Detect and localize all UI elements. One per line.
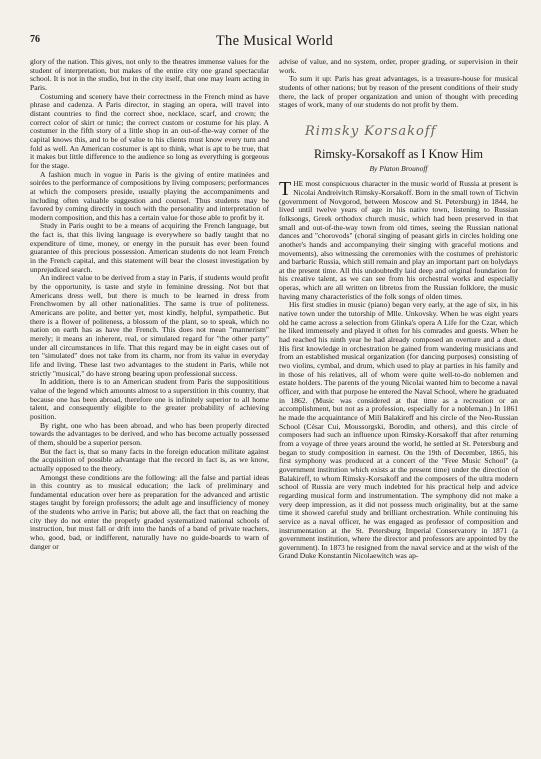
running-title: The Musical World	[215, 33, 334, 49]
paragraph: But the fact is, that so many facts in the foreign education militate against the acquisition of possible advantage that the record in fact is, as we know, actually opposed to the theory.	[30, 446, 269, 473]
paragraph: advise of value, and no system, order, proper grading, or supervision in their work.	[279, 57, 518, 75]
paragraph: By right, one who has been abroad, and who has been properly directed towards the advantages to be derived, and who has become actually possessed of them, should be a superior person.	[30, 420, 269, 447]
paragraph: An indirect value to be derived from a stay in Paris, if students would profit by the opportunity, is taste and style in feminine dressing. Not but that Americans dress well, but there is much to be learned in dress from Frenchwomen by all other nationalities. The same is true of politeness. Americans are polite, and better yet, most kindly, helpful, sympathetic. But there is a flower of politeness, a blossom of the plant, so to speak, which no nation on earth has as have the French. This does not mean "mannerism" merely; it means an inherent, real, or simulated regard for "the other party" under all circumstances in life. That this regard may be in eight cases out of ten "simulated" does not take from its charm, nor from its value in everyday life and living. These last two advantages to the student in Paris, while not strictly "musical," do have strong bearing upon professional success.	[30, 273, 269, 378]
drop-cap: T	[279, 178, 292, 201]
paragraph: Study in Paris ought to be a means of acquiring the French language, but the fact is, that this living language is everywhere so badly taught that no expenditure of time, money, or energy in the pursuit has ever been found guarantee of this precious possession. American students do not learn French in the French capital, and this statement will bear the closest investigation by unprejudiced search.	[30, 221, 269, 274]
page-header	[30, 32, 519, 58]
paragraph: In addition, there is to an American student from Paris the supposititious value of the legend which amounts almost to a superstition in this country, that because one has been abroad, therefore one is infinitely superior to all home talent, and consequently eligible to the greater probability of achieving position.	[30, 377, 269, 421]
left-column	[30, 58, 269, 561]
page-number: 76	[30, 34, 40, 45]
article-paragraph	[279, 180, 518, 301]
article-byline: By Platon Brounoff	[369, 163, 428, 173]
paragraph: To sum it up: Paris has great advantages, is a treasure-house for musical students of other nations; but by reason of the present conditions of their study there, the lack of proper organization and union of thought with preceding stages of work, many of our students do not profit by them.	[279, 74, 518, 110]
paragraph: Costuming and scenery have their correctness in the French mind as have phrase and cadenza. A Paris director, in staging an opera, will travel into distant countries to find the correct shoe, necklace, scarf, and crown; the correct color of skirt or tunic; the correct custom or costume for his play. A costumer in the fifth story of a little shop in an out-of-the-way corner of the capital knows this, and to be of value to his clients must know every turn and fold as well. An American costumer is apt to think, what is apt to be true, that it makes but little difference to the audience so long as everything is gorgeous for the stage.	[30, 91, 269, 170]
two-column-body	[30, 58, 519, 561]
article-paragraph-text: HE most conspicuous character in the music world of Russia at present is Nicolai Andreivitch Rimsky-Korsakoff. Born in the small town of Tichvin (government of Novgorod, between Moscow and St. Petersburg) in 1844, he lived until twelve years of age in his native town, listening to Russian folksongs, Greek orthodox church music, which had been preserved in that small and out-of-the-way town from old times, seeing the Russian national dances and "chorovods" (choral singing of peasant girls in circles holding one another's hands and accompanying their singing with graceful motions and movements), also witnessing the ceremonies with the costumes of prehistoric and barbaric Russia, which still remain and play an important part on holydays at the present time. All this undoubtedly laid deep and original foundation for his creative talent, as we can see from his orchestral works and especially operas, which are all written on libretos from the Russian folklore, the music having many characteristics of the folk songs of olden times.	[279, 179, 518, 301]
paragraph: glory of the nation. This gives, not only to the theatres immense values for the student of interpretation, but makes of the entire city one grand spectacular school. It is not in the studio, but in the city itself, that one may learn acting in Paris.	[30, 57, 269, 92]
paragraph: Amongst these conditions are the following: all the false and partial ideas in this country as to musical education; the lack of preliminary and fundamental education over here as preparation for the advanced and artistic stages taught by foreign professors; the adult age and insufficiency of money of the students who arrive in Paris; but above all, the fact that on reaching the city they do not enter the properly graded systematized national schools of instruction, but must fall or drift into the hands of a band of private teachers, who, good, bad, or indifferent, naturally have no guide-boards to warn of danger or	[30, 472, 269, 551]
paragraph: A fashion much in vogue in Paris is the giving of entire matinées and soirées to the performance of compositions by living composers; performances at which the composers preside, usually playing the accompaniments and including often valuable suggestion and counsel. Thus students may be favored by coming directly in touch with the personality and interpretation of modern composition, and this has a certain value for those able to profit by it.	[30, 169, 269, 222]
article-title: Rimsky-Korsakoff as I Know Him	[313, 146, 484, 161]
article-paragraph: His first studies in music (piano) began very early, at the age of six, in his native town under the tutorship of Mlle. Unkovsky. When he was eight years old he came across a selection from Glinka's opera A Life for the Czar, which he liked immensely and played it often for his comrades and guests. When he had reached his ninth year he had already composed an overture and a duet. His first knowledge in orchestration he gained from wandering musicians and from an established musical organization (for dancing purposes) consisting of two violins, cymbal, and drum, which used to play at parties in his family and in those of his relatives, all of whom were quite well-to-do noblemen and estate holders. The parents of the young Nicolai wanted him to become a naval officer, and with that purpose he entered the Naval School, where he graduated in 1862. (Music was considered at that time as a recreation or an accomplishment, but not as a profession, especially for a nobleman.) In 1861 he made the acquaintance of Mili Balakireff and his circle of the Neo-Russian School (César Cui, Moussorgski, Borodin, and others), and this circle of composers had such an influence upon Rimsky-Korsakoff that after returning from a voyage of three years around the world, he settled at St. Petersburg and began to study composition in earnest. On the 19th of December, 1865, his first symphony was produced at a concert of the "Free Music School" (a government institution which exists at the present time) under the direction of Balakireff, to whom Rimsky-Korsakoff and the composers of the ultra modern school of Russia are very much indebted for his practical help and advice regarding musical form and instrumentation. The symphony did not make a very deep impression, as it did not possess much originality, but at the same time it showed careful study and brilliant orchestration. While continuing his service as a naval officer, he was engaged as professor of composition and instrumentation at the St. Petersburg Imperial Conservatory in 1871 (a government institution, where the director and professors are appointed by the government). In 1873 he resigned from the naval service and at the wish of the Grand Duke Konstantin Nicolaewitch was ap-	[279, 300, 518, 561]
right-column	[279, 58, 518, 561]
handwritten-signature: Rimsky Korsakoff	[305, 123, 437, 139]
